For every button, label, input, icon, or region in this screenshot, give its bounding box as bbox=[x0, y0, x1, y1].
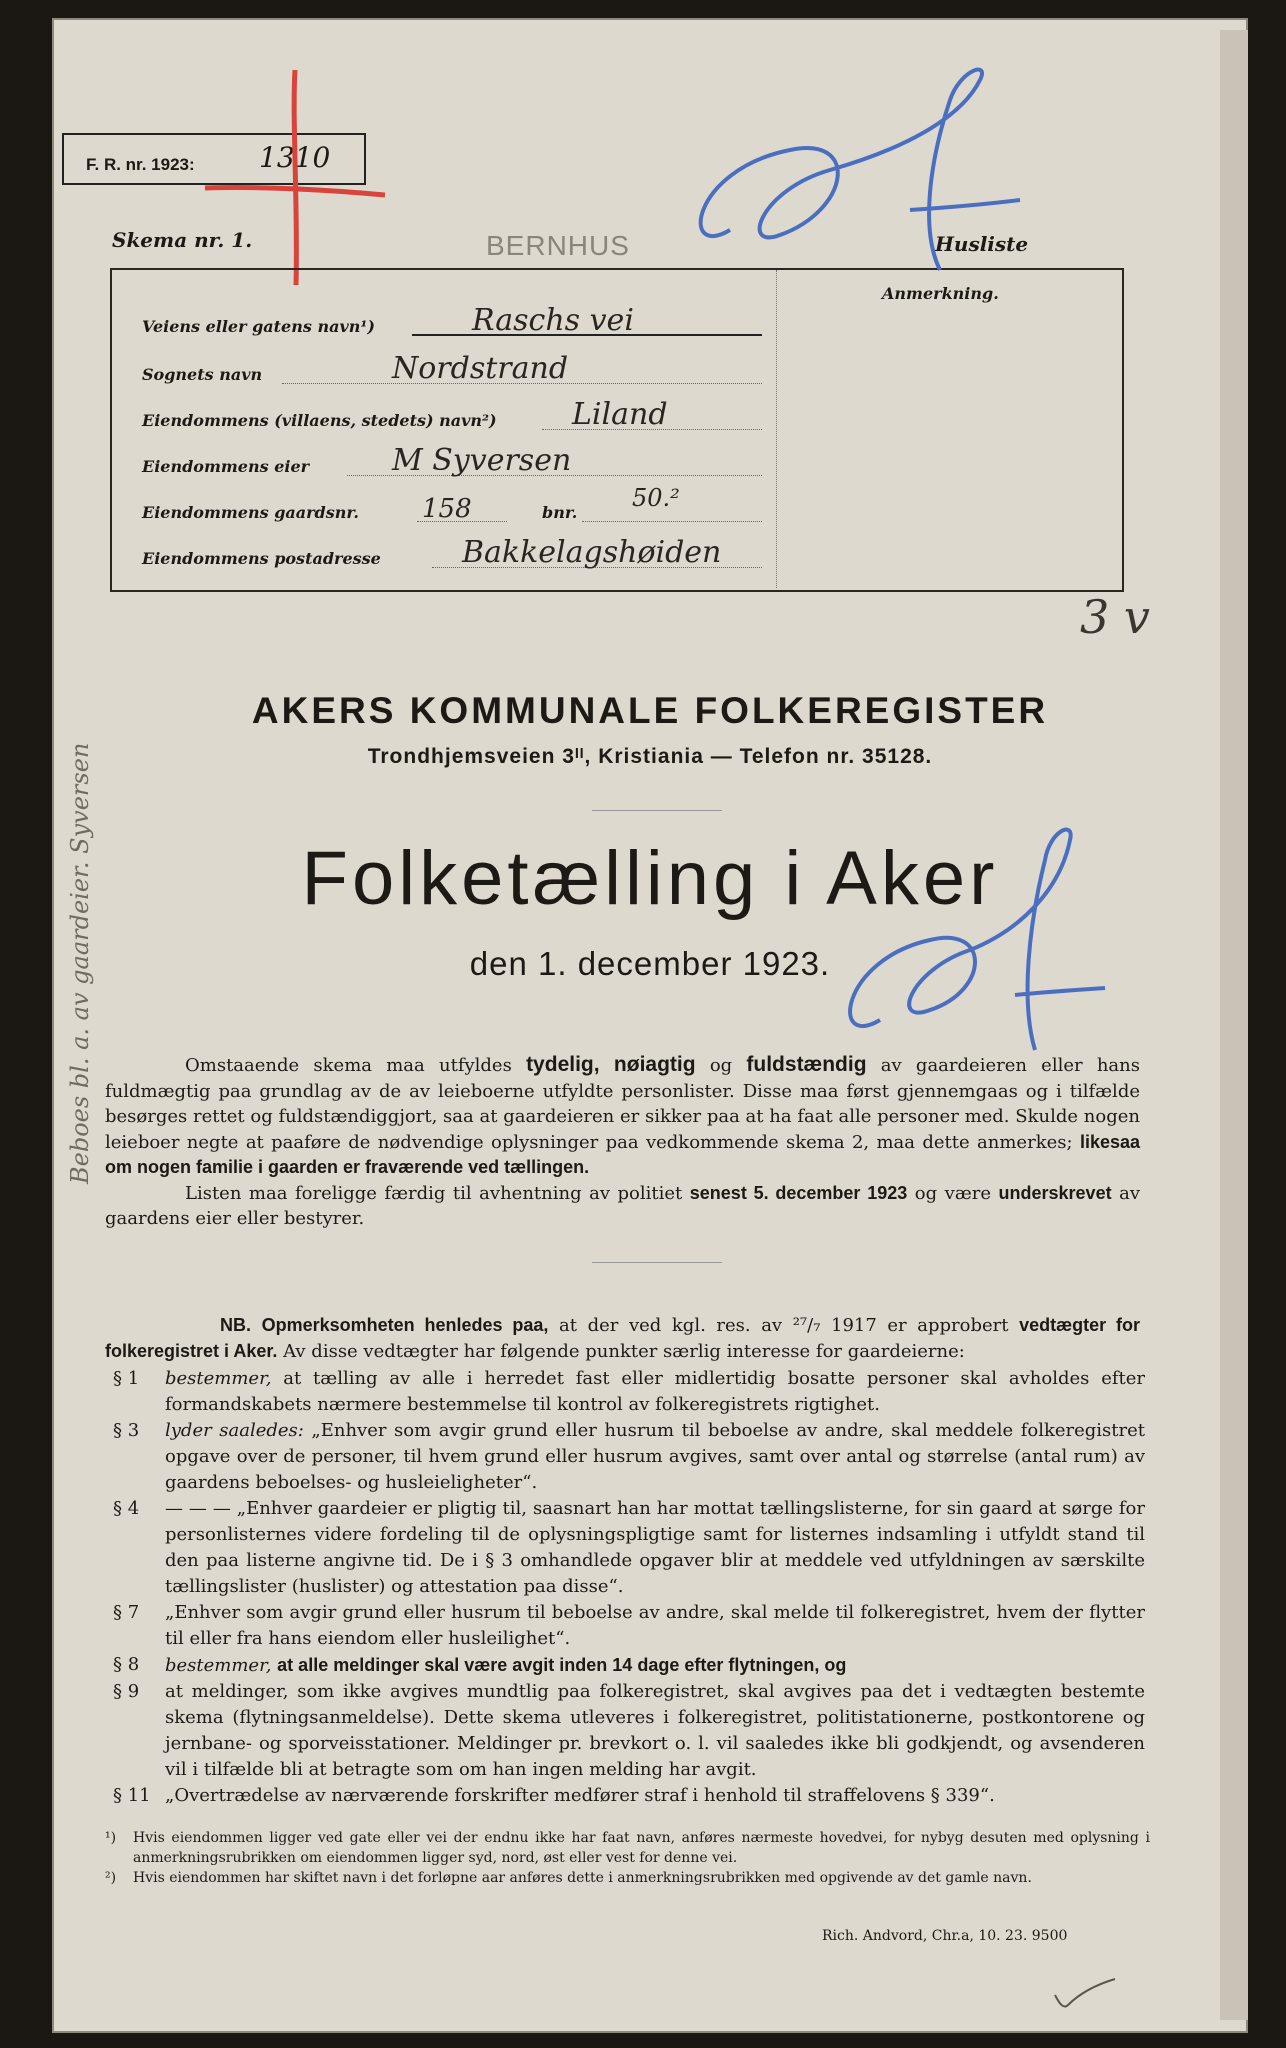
field-value: Bakkelagshøiden bbox=[462, 535, 722, 570]
nb-label: NB. bbox=[220, 1315, 251, 1335]
skema-label: Skema nr. 1. bbox=[112, 228, 253, 252]
intro-text: og være bbox=[914, 1182, 991, 1204]
margin-mark: 3 v bbox=[1080, 590, 1150, 644]
margin-note: Beboes bl. a. av gaardeier. Syversen bbox=[66, 742, 94, 1184]
form-number-label: F. R. nr. 1923: bbox=[86, 155, 195, 174]
document-date: den 1. december 1923. bbox=[469, 945, 831, 982]
blue-signature-mark-top bbox=[660, 60, 1040, 300]
field-postal-address bbox=[142, 532, 762, 572]
field-value: 158 bbox=[422, 494, 472, 524]
field-property-name bbox=[142, 394, 762, 434]
field-parish bbox=[142, 348, 762, 388]
nb-text: at der ved kgl. res. av ²⁷/₇ 1917 er approbert bbox=[559, 1315, 1009, 1336]
nb-paragraph bbox=[105, 1313, 1140, 1364]
field-value: Nordstrand bbox=[392, 351, 569, 386]
field-owner bbox=[142, 440, 762, 480]
field-value: Liland bbox=[572, 397, 668, 432]
intro-emphasis: senest 5. december 1923 bbox=[689, 1182, 908, 1203]
anmerkning-label: Anmerkning. bbox=[882, 284, 999, 303]
sections-list bbox=[105, 1366, 1145, 1809]
field-value: M Syversen bbox=[392, 443, 572, 478]
office-name: AKERS KOMMUNALE FOLKEREGISTER bbox=[251, 690, 1049, 731]
intro-text: Listen maa foreligge færdig til avhentning av politiet bbox=[185, 1182, 683, 1204]
section-item: § 9 at meldinger, som ikke avgives mundtlig paa folkeregistret, skal avgives paa det i vedtægten bestemte skema (flytningsanmeldelse). Dette skema utleveres i folkeregistret, politistationerne, postkontorene og jernbane- og sporveisstationer. Meldinger pr. brevkort o. l. vil saaledes ikke bli godkjendt, og avsenderen vil i tilfælde bli at betragte som om han ingen melding har avgit. bbox=[113, 1681, 1145, 1780]
intro-paragraph bbox=[105, 1052, 1140, 1232]
section-item: § 7 „Enhver som avgir grund eller husrum til beboelse av andre, skal melde til folkeregistret, hvem der flytter til eller fra hans eiendom eller husleilighet“. bbox=[113, 1602, 1145, 1649]
footnote: ²) Hvis eiendommen har skiftet navn i det forløpne aar anføres dette i anmerkningsrubrikken med opgivende av det gamle navn. bbox=[105, 1870, 1032, 1886]
intro-text: Omstaaende skema maa utfyldes bbox=[185, 1055, 512, 1076]
divider bbox=[592, 1262, 722, 1263]
field-label: Sognets navn bbox=[142, 365, 263, 384]
nb-text: Av disse vedtægter har følgende punkter særlig interesse for gaardeierne: bbox=[283, 1340, 965, 1362]
intro-text: av gaardens eier eller bestyrer. bbox=[105, 1182, 1140, 1229]
footnote: ¹) Hvis eiendommen ligger ved gate eller vei der endnu ikke har faat navn, anføres nærmeste hovedvei, for nybyg desuten med oplysning i anmerkningsrubrikken om eiendommen ligger syd, nord, øst eller vest for denne vei. bbox=[105, 1830, 1150, 1866]
office-address: Trondhjemsveien 3ᴵᴵ, Kristiania — Telefon nr. 35128. bbox=[367, 745, 933, 768]
intro-emphasis: tydelig, nøiagtig bbox=[526, 1053, 696, 1076]
field-label: Eiendommens gaardsnr. bbox=[142, 503, 359, 522]
intro-emphasis: fuldstændig bbox=[746, 1053, 867, 1076]
section-item: § 11 „Overtrædelse av nærværende forskrifter medfører straf i henhold til straffelovens § 339“. bbox=[113, 1785, 995, 1806]
field-label: Eiendommens (villaens, stedets) navn²) bbox=[142, 411, 497, 430]
field-gaardsnr bbox=[142, 486, 762, 526]
intro-text: og bbox=[709, 1055, 733, 1076]
red-cross-mark bbox=[180, 60, 400, 300]
field-street bbox=[142, 300, 762, 340]
bnr-label: bnr. bbox=[542, 503, 578, 522]
field-label: Eiendommens eier bbox=[142, 457, 310, 476]
bernhus-stamp: BERNHUS bbox=[486, 230, 630, 261]
footnotes bbox=[105, 1828, 1150, 1888]
husliste-label: Husliste bbox=[935, 232, 1029, 256]
column-divider bbox=[776, 270, 777, 588]
divider bbox=[592, 810, 722, 811]
intro-text: av gaardeieren eller hans fuldmægtig paa grundlag av de av leieboerne utfyldte personlister. Disse maa først gjennemgaas og i tilfælde besørges rettet og fuldstændiggjort, saa at gaardeieren er sikker paa at ha faat alle personer med. Skulde nogen leieboer negte at paaføre de nødvendige oplysninger paa vedkommende skema 2, maa dette anmerkes; bbox=[105, 1055, 1140, 1153]
field-label: Veiens eller gatens navn¹) bbox=[142, 317, 375, 336]
property-info-box bbox=[110, 268, 1124, 592]
nb-emphasis: vedtægter for folkeregistret i Aker. bbox=[105, 1315, 1140, 1361]
bnr-value: 50.² bbox=[632, 484, 680, 512]
printer-imprint: Rich. Andvord, Chr.a, 10. 23. 9500 bbox=[822, 1928, 1068, 1944]
form-number-value: 1310 bbox=[259, 141, 331, 174]
nb-emphasis: Opmerksomheten henledes paa, bbox=[261, 1315, 549, 1335]
page-edge bbox=[1220, 30, 1248, 2020]
field-label: Eiendommens postadresse bbox=[142, 549, 381, 568]
intro-emphasis: underskrevet bbox=[998, 1182, 1112, 1203]
section-item: § 4 — — — „Enhver gaardeier er pligtig til, saasnart han har mottat tællingslisterne, for sin gaard at sørge for personlisternes videre fordeling til de oplysningspligtige samt for listernes indsamling i utfyldt stand til den paa listerne angivne tid. De i § 3 omhandlede opgaver blir at meddele ved utfyldningen av særskilte tællingslister (huslister) og attestation paa disse“. bbox=[113, 1498, 1146, 1597]
section-item: § 8 bestemmer, at alle meldinger skal være avgit inden 14 dage efter flytningen, og bbox=[113, 1654, 847, 1676]
section-item: § 3 lyder saaledes: „Enhver som avgir grund eller husrum til beboelse av andre, skal meddele folkeregistret opgave over de personer, til hvem grund eller husrum avgives, samt over antal og størrelse (antal rum) av gaardens beboelses- og husleieligheter“. bbox=[113, 1420, 1146, 1493]
document-title: Folketælling i Aker bbox=[301, 836, 999, 921]
field-value: Raschs vei bbox=[472, 303, 634, 338]
check-mark bbox=[1050, 1975, 1120, 2015]
intro-emphasis: likesaa om nogen familie i gaarden er fraværende ved tællingen. bbox=[105, 1131, 1140, 1177]
section-item: § 1 bestemmer, at tælling av alle i herredet fast eller midlertidig bosatte personer skal avholdes efter formandskabets nærmere bestemmelse til kontrol av folkeregistrets rigtighet. bbox=[113, 1368, 1145, 1415]
